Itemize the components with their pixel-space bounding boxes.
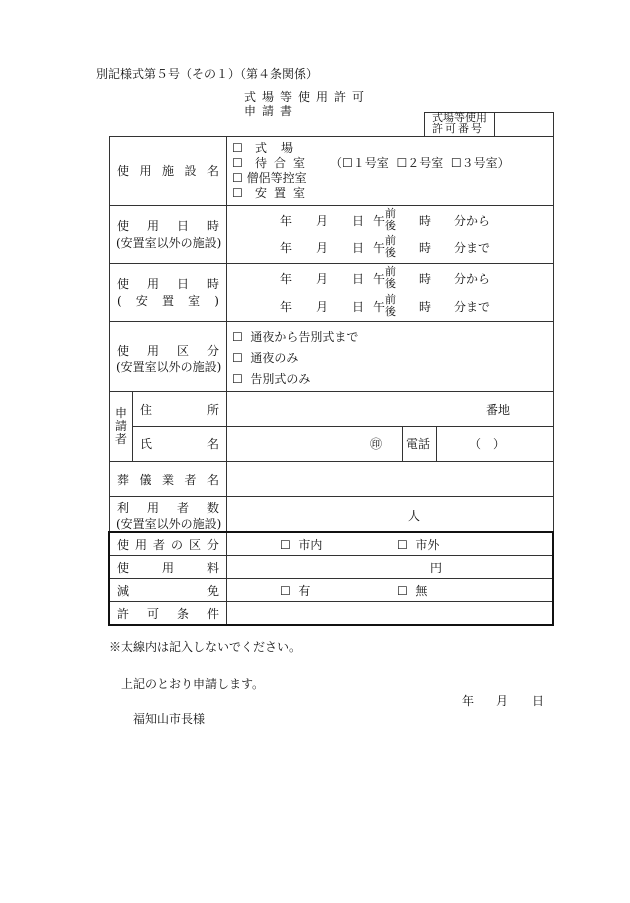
users-sublabel: (安置室以外の施設) [116, 517, 222, 531]
funeral-field[interactable] [230, 464, 548, 492]
anchi-text: 安 置 室 [255, 186, 305, 200]
checkbox-icon[interactable]: ☐ [280, 538, 291, 552]
users-unit: 人 [408, 509, 421, 523]
exemption-label: 減 免 [117, 584, 219, 598]
exemption-yes[interactable]: ☐ 有 [280, 584, 311, 598]
checkbox-icon[interactable]: ☐ [232, 156, 243, 170]
pm-mark: 後 [385, 219, 396, 232]
seal-mark: ㊞ [370, 437, 383, 451]
am-mark: 前 [385, 207, 396, 220]
user-class-outside[interactable]: ☐ 市外 [397, 538, 440, 552]
fee-unit: 円 [430, 561, 443, 575]
minute-suffix: 分まで [454, 241, 491, 255]
note-text: ※太線内は記入しないでください。 [109, 640, 302, 654]
user-class-label: 使 用 者 の 区 分 [117, 538, 219, 552]
room-options: （☐１号室 ☐２号室 ☐３号室） [330, 156, 510, 170]
checkbox-icon[interactable]: ☐ [396, 156, 408, 170]
checkbox-icon[interactable]: ☐ [232, 186, 243, 200]
user-class-city[interactable]: ☐ 市内 [280, 538, 323, 552]
month-unit: 月 [316, 300, 329, 314]
year-unit: 年 [280, 300, 293, 314]
ampm-prefix: 午 [373, 241, 386, 255]
checkbox-icon[interactable]: ☐ [232, 141, 243, 155]
exemption-no[interactable]: ☐ 無 [397, 584, 428, 598]
checkbox-icon[interactable]: ☐ [232, 330, 243, 344]
address-label: 住 所 [140, 403, 219, 417]
datetime-other-label: 使 用 日 時 [117, 219, 219, 233]
shikijo-text: 式 場 [255, 141, 293, 155]
ampm-prefix: 午 [373, 272, 386, 286]
day-unit: 日 [352, 300, 365, 314]
category-option-1[interactable]: ☐ 通夜から告別式まで [232, 330, 359, 344]
checkbox-icon[interactable]: ☐ [397, 538, 408, 552]
checkbox-icon[interactable]: ☐ [232, 372, 243, 386]
category-sublabel: (安置室以外の施設) [116, 360, 222, 374]
permit-number-field[interactable] [496, 114, 551, 134]
ampm-prefix: 午 [373, 300, 386, 314]
statement-text: 上記のとおり申請します。 [121, 677, 265, 691]
title-text: 式場等使用許可申請書 [244, 90, 371, 118]
facility-option-machiai[interactable] [232, 156, 243, 170]
day-unit: 日 [352, 272, 365, 286]
category-option-3[interactable]: ☐ 告別式のみ [232, 372, 311, 386]
facility-label: 使 用 施 設 名 [117, 164, 219, 178]
tel-label: 電話 [406, 437, 431, 451]
checkbox-icon[interactable]: ☐ [397, 584, 408, 598]
users-label: 利 用 者 数 [117, 501, 219, 515]
day-unit: 日 [352, 241, 365, 255]
facility-option-soryo[interactable]: ☐ 僧侶等控室 [232, 171, 307, 185]
checkbox-icon[interactable]: ☐ [280, 584, 291, 598]
hour-unit: 時 [419, 272, 432, 286]
hour-unit: 時 [419, 241, 432, 255]
minute-suffix: 分から [454, 214, 491, 228]
tel-field[interactable]: （ ） [469, 437, 506, 451]
address-field[interactable] [230, 394, 480, 422]
year-unit: 年 [280, 214, 293, 228]
page-title [244, 90, 376, 118]
facility-option-anchi[interactable] [232, 186, 243, 200]
permit-label-2: 許可番号 [432, 122, 484, 135]
minute-suffix: 分から [454, 272, 491, 286]
name-field[interactable] [230, 429, 360, 457]
hour-unit: 時 [419, 214, 432, 228]
pm-mark: 後 [385, 277, 396, 290]
am-mark: 前 [385, 265, 396, 278]
am-mark: 前 [385, 293, 396, 306]
checkbox-icon[interactable]: ☐ [342, 156, 353, 170]
hour-unit: 時 [419, 300, 432, 314]
category-option-2[interactable]: ☐ 通夜のみ [232, 351, 299, 365]
date-month: 月 [496, 694, 509, 708]
datetime-anchi-sublabel: ( 安 置 室 ) [117, 294, 219, 308]
name-label: 氏 名 [140, 437, 219, 451]
applicant-group-label: 申 請 者 [114, 406, 127, 446]
conditions-label: 許 可 条 件 [117, 607, 219, 621]
checkbox-icon[interactable]: ☐ [232, 171, 243, 185]
date-day: 日 [532, 694, 545, 708]
date-year: 年 [462, 694, 475, 708]
minute-suffix: 分まで [454, 300, 491, 314]
category-label: 使 用 区 分 [117, 344, 219, 358]
datetime-anchi-label: 使 用 日 時 [117, 277, 219, 291]
month-unit: 月 [316, 272, 329, 286]
pm-mark: 後 [385, 246, 396, 259]
am-mark: 前 [385, 234, 396, 247]
fee-label: 使 用 料 [117, 561, 219, 575]
form-reference: 別記様式第５号（その１）（第４条関係） [96, 67, 319, 81]
year-unit: 年 [280, 272, 293, 286]
ampm-prefix: 午 [373, 214, 386, 228]
funeral-label: 葬 儀 業 者 名 [117, 473, 219, 487]
pm-mark: 後 [385, 305, 396, 318]
address-suffix: 番地 [486, 403, 511, 417]
permit-label-1: 式場等使用 [432, 111, 487, 124]
month-unit: 月 [316, 241, 329, 255]
day-unit: 日 [352, 214, 365, 228]
checkbox-icon[interactable]: ☐ [232, 351, 243, 365]
checkbox-icon[interactable]: ☐ [450, 156, 462, 170]
addressee-text: 福知山市長様 [133, 712, 206, 726]
year-unit: 年 [280, 241, 293, 255]
datetime-other-sublabel: (安置室以外の施設) [116, 236, 222, 250]
month-unit: 月 [316, 214, 329, 228]
machiai-text: 待 合 室 [255, 156, 305, 170]
